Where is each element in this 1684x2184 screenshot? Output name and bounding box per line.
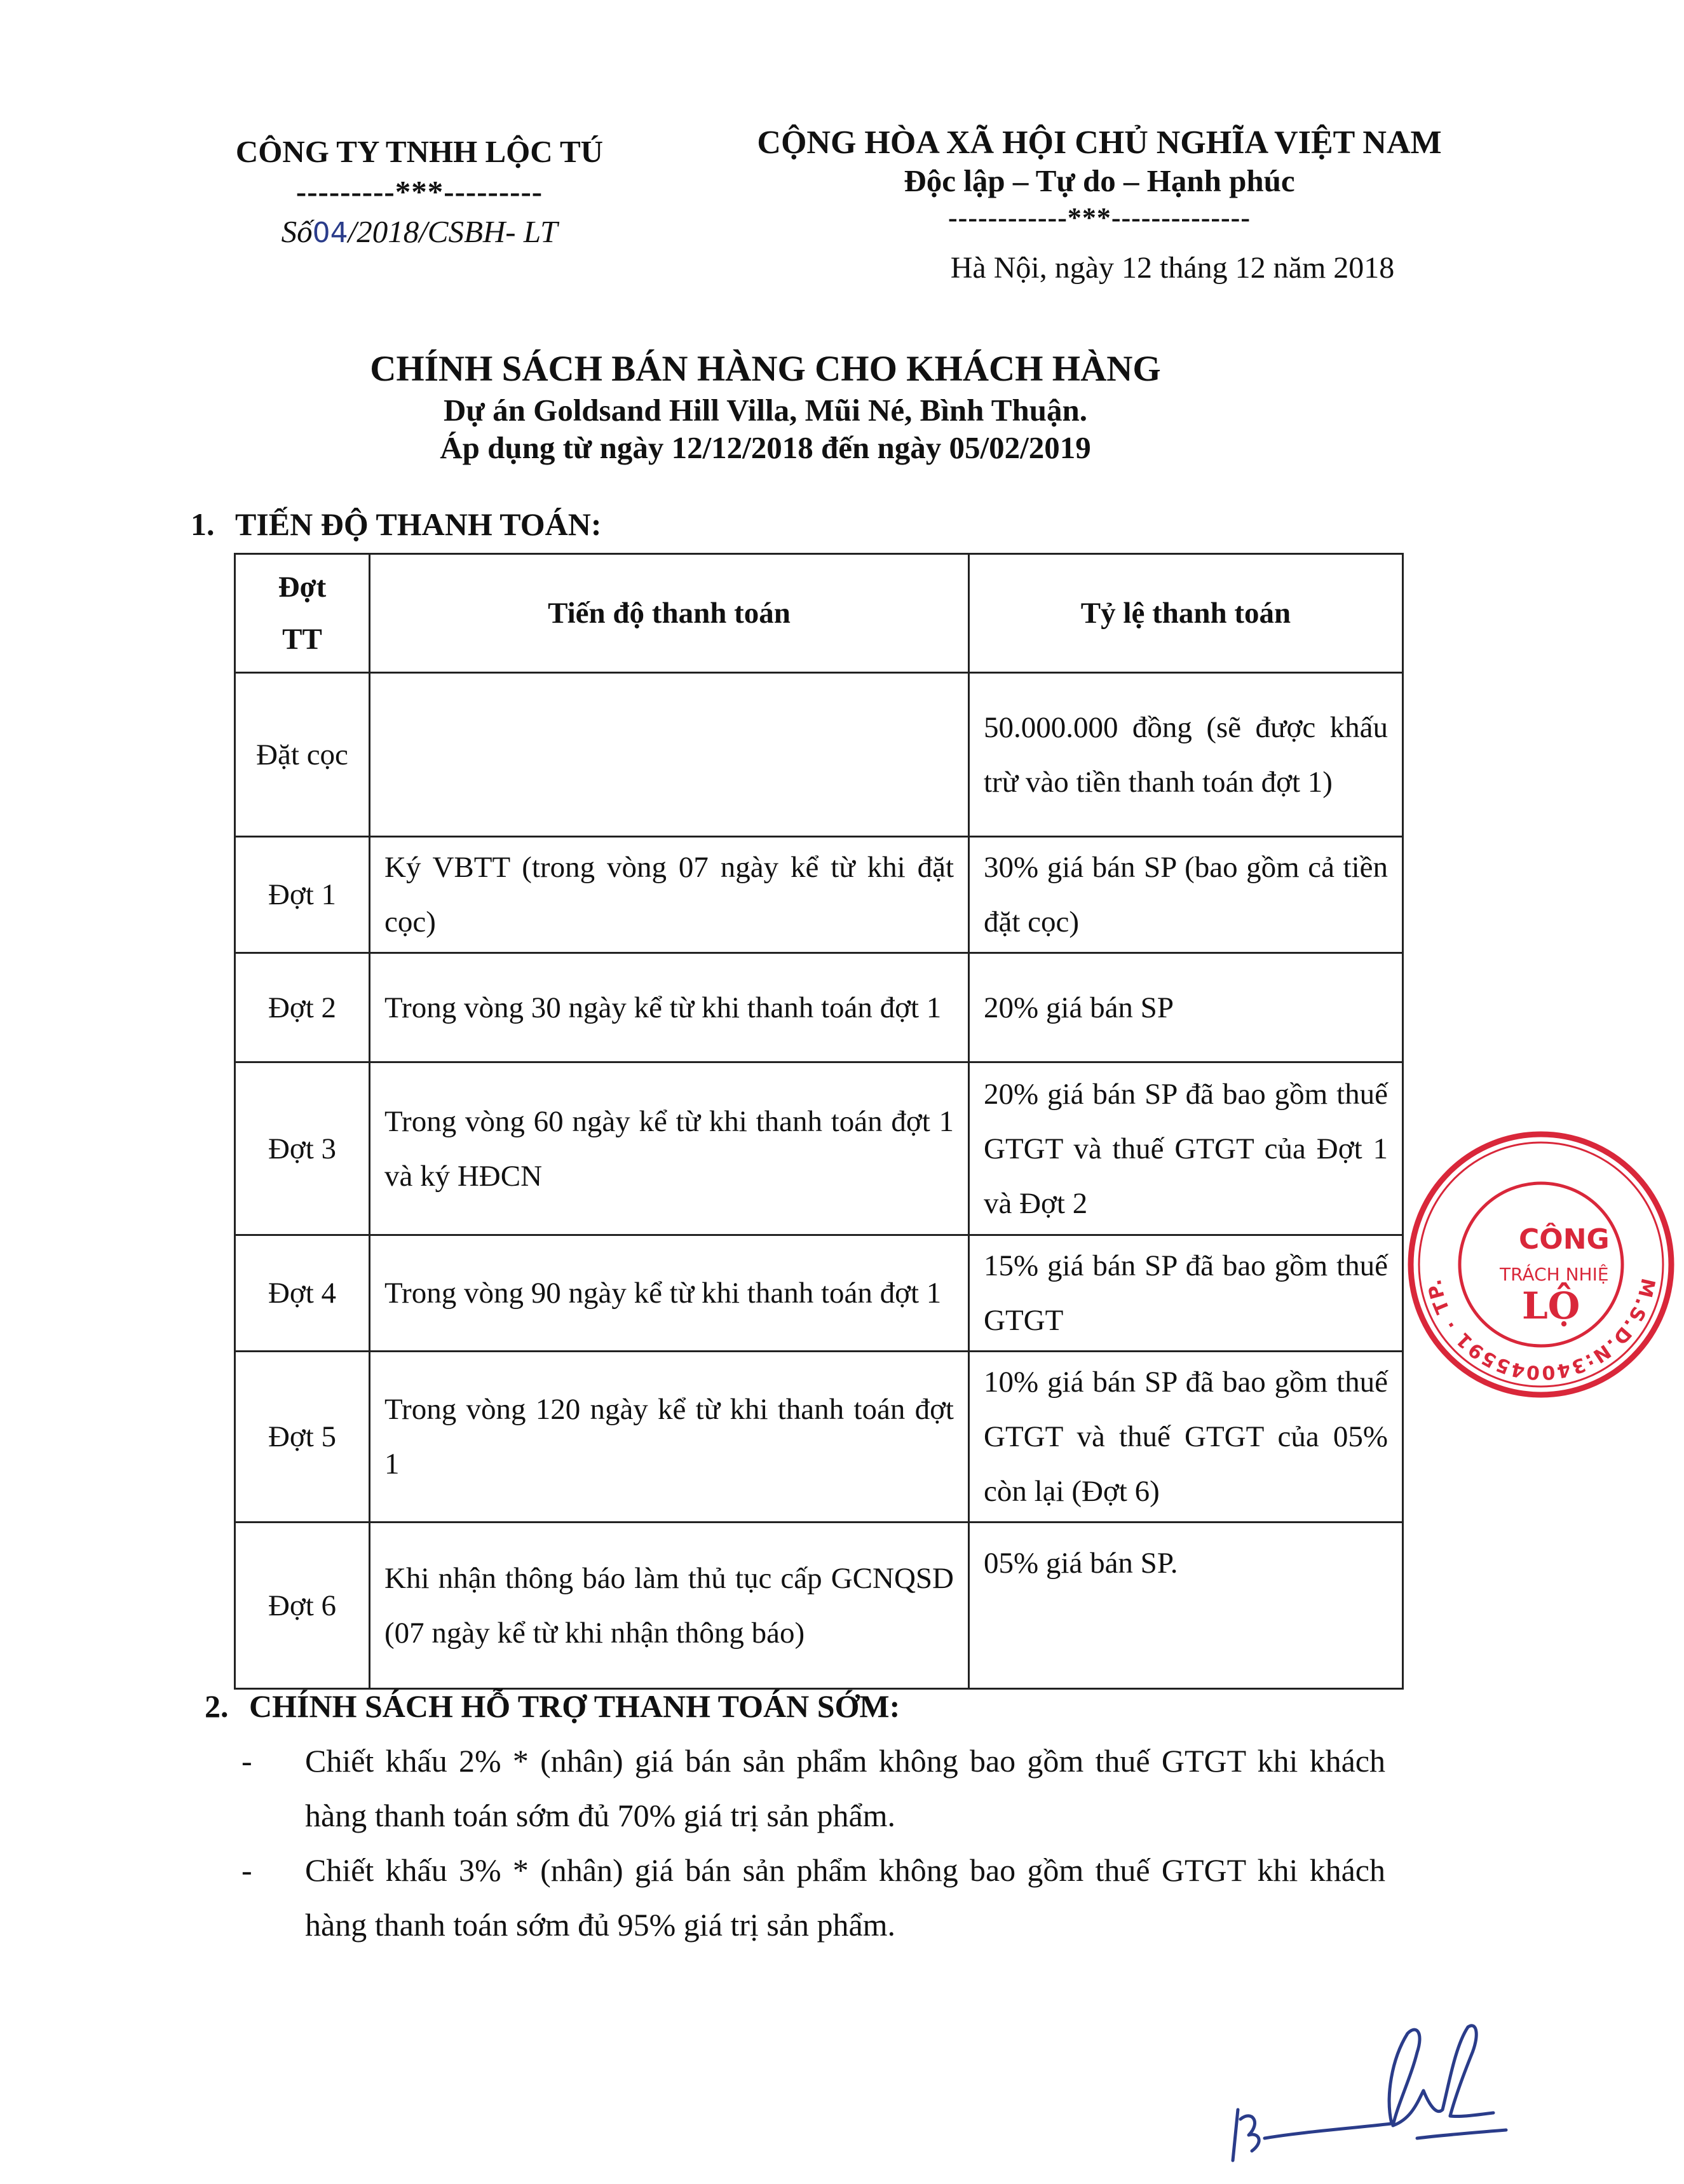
document-title: CHÍNH SÁCH BÁN HÀNG CHO KHÁCH HÀNG [370,349,1161,389]
signature-icon [1226,2008,1519,2167]
row-schedule: Trong vòng 30 ngày kể từ khi thanh toán đợt 1 [370,953,969,1062]
row-rate: 10% giá bán SP đã bao gồm thuế GTGT và thuế GTGT của 05% còn lại (Đợt 6) [969,1352,1403,1523]
table-row [235,1062,1403,1235]
signature [1226,2008,1519,2167]
table-row [235,837,1403,953]
header-rate: Tỷ lệ thanh toán [969,554,1403,673]
row-rate: 15% giá bán SP đã bao gồm thuế GTGT [969,1235,1403,1352]
company-stamp [1404,1128,1684,1407]
svg-text:LỘ: LỘ [1522,1284,1580,1327]
bullet-dash: - [241,1852,252,1888]
row-rate: 50.000.000 đồng (sẽ được khấu trừ vào tiền thanh toán đợt 1) [969,673,1403,837]
table-header-row [235,554,1403,673]
row-rate: 30% giá bán SP (bao gồm cả tiền đặt cọc) [969,837,1403,953]
row-stage: Đặt cọc [235,673,370,837]
applicable-period: Áp dụng từ ngày 12/12/2018 đến ngày 05/02/2019 [440,430,1091,465]
list-item-text: Chiết khấu 2% * (nhân) giá bán sản phẩm không bao gồm thuế GTGT khi khách hàng thanh toán sớm đủ 70% giá trị sản phẩm. [305,1743,1385,1833]
stamp-seal-icon [1404,1128,1684,1407]
table-row [235,673,1403,837]
row-stage: Đợt 4 [235,1235,370,1352]
table-row [235,1352,1403,1523]
section-2-heading [205,1688,900,1725]
company-name: CÔNG TY TNHH LỘC TÚ [235,134,604,169]
svg-text:CÔNG: CÔNG [1519,1223,1610,1256]
svg-text:M.S.D.N:340045591 · TP. PHAN T: M.S.D.N:340045591 · TP. [1423,1276,1659,1384]
document-number-handwritten: 04 [312,217,348,249]
header-right [737,124,1462,285]
row-stage: Đợt 2 [235,953,370,1062]
section-2-title: CHÍNH SÁCH HỖ TRỢ THANH TOÁN SỚM: [249,1688,900,1724]
list-item [241,1843,1385,1952]
document-number-suffix: /2018/CSBH- LT [348,214,558,249]
header-stage [235,554,370,673]
row-stage: Đợt 1 [235,837,370,953]
list-item [241,1733,1385,1843]
document-number-prefix: Số [281,214,313,249]
row-schedule: Trong vòng 60 ngày kể từ khi thanh toán đợt 1 và ký HĐCN [370,1062,969,1235]
row-stage: Đợt 5 [235,1352,370,1523]
document-title-block [0,348,1531,466]
header-right-divider: ------------***-------------- [948,202,1251,233]
national-motto: Độc lập – Tự do – Hạnh phúc [904,163,1295,198]
row-schedule: Ký VBTT (trong vòng 07 ngày kể từ khi đặt cọc) [370,837,969,953]
header-left-divider: ---------***--------- [295,174,543,209]
svg-text:TRÁCH NHIỆ: TRÁCH NHIỆ [1500,1264,1609,1285]
section-1-number: 1. [191,506,215,542]
row-stage: Đợt 3 [235,1062,370,1235]
table-row [235,953,1403,1062]
row-rate: 05% giá bán SP. [969,1523,1403,1689]
header-left [191,133,648,250]
row-rate: 20% giá bán SP đã bao gồm thuế GTGT và thuế GTGT của Đợt 1 và Đợt 2 [969,1062,1403,1235]
nation-title: CỘNG HÒA XÃ HỘI CHỦ NGHĨA VIỆT NAM [757,125,1442,161]
place-date: Hà Nội, ngày 12 tháng 12 năm 2018 [950,251,1395,285]
row-schedule: Trong vòng 120 ngày kể từ khi thanh toán đợt 1 [370,1352,969,1523]
row-schedule: Trong vòng 90 ngày kể từ khi thanh toán đợt 1 [370,1235,969,1352]
table-row [235,1235,1403,1352]
bullet-dash: - [241,1743,252,1779]
document-number [191,214,648,250]
header-stage-line1: Đợt [278,571,327,604]
section-1-heading [191,506,602,543]
list-item-text: Chiết khấu 3% * (nhân) giá bán sản phẩm không bao gồm thuế GTGT khi khách hàng thanh toán sớm đủ 95% giá trị sản phẩm. [305,1852,1385,1943]
header-stage-line2: TT [282,623,322,656]
section-2-number: 2. [205,1688,229,1724]
row-schedule: Khi nhận thông báo làm thủ tục cấp GCNQSD (07 ngày kể từ khi nhận thông báo) [370,1523,969,1689]
payment-schedule-table [234,553,1404,1690]
row-stage: Đợt 6 [235,1523,370,1689]
row-schedule [370,673,969,837]
row-rate: 20% giá bán SP [969,953,1403,1062]
table-row [235,1523,1403,1689]
header-schedule: Tiến độ thanh toán [370,554,969,673]
project-name: Dự án Goldsand Hill Villa, Mũi Né, Bình Thuận. [444,393,1087,428]
section-1-title: TIẾN ĐỘ THANH TOÁN: [235,506,602,542]
early-payment-list [241,1733,1385,1952]
